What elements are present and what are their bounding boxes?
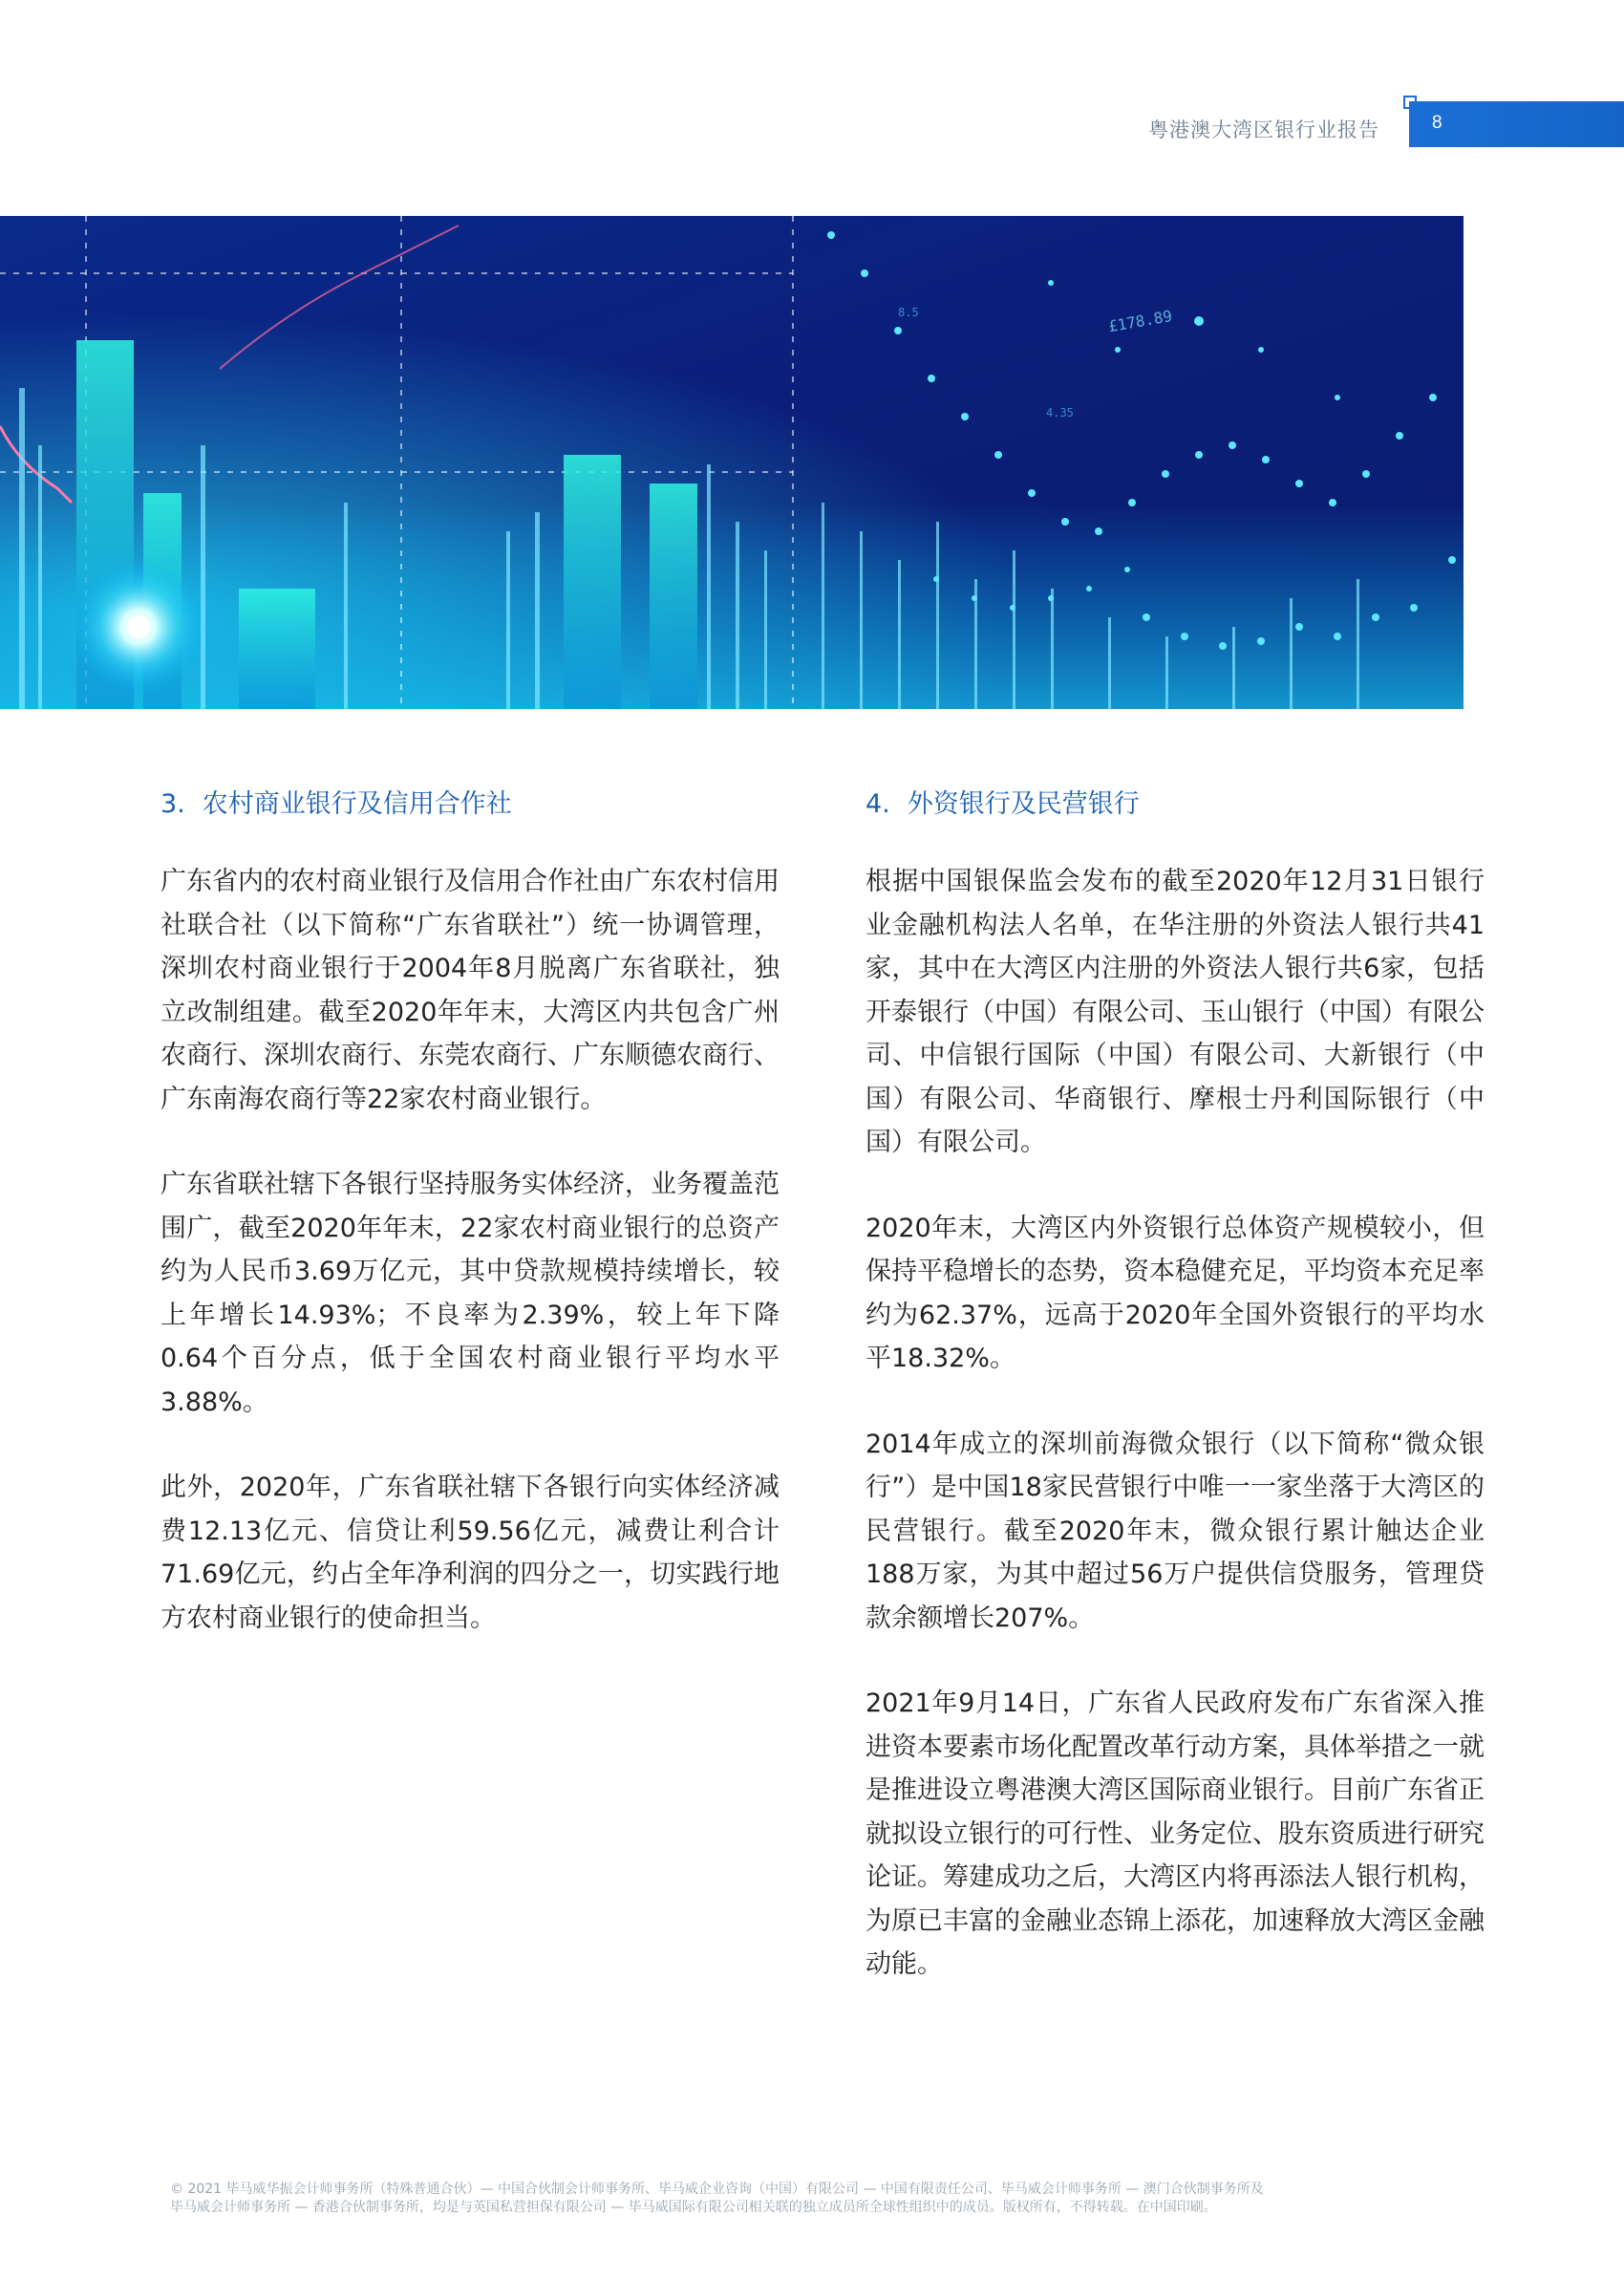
section-4-paragraph-4: 2021年9月14日，广东省人民政府发布广东省深入推进资本要素市场化配置改革行动方案，具体举措之一就是推进设立粤港澳大湾区国际商业银行。目前广东省正就拟设立银行的可行性、业务定位、股东资质进行研究论证。筹建成功之后，大湾区内将再添法人银行机构，为原已丰富的金融业态锦上添花，加速释放大湾区金融动能。	[865, 1688, 1485, 1979]
page-number-tab	[1409, 101, 1624, 147]
right-column	[865, 785, 1485, 2029]
financial-data-chart-image	[0, 216, 1464, 709]
svg-text:4.35: 4.35	[1046, 406, 1074, 419]
header-report-title: 粤港澳大湾区银行业报告	[1148, 118, 1379, 141]
svg-text:8.5: 8.5	[898, 306, 919, 319]
section-3-paragraph-3: 此外，2020年，广东省联社辖下各银行向实体经济减费12.13亿元、信贷让利59.56亿元，减费让利合计71.69亿元，约占全年净利润的四分之一，切实践行地方农村商业银行的使命担当。	[160, 1473, 780, 1633]
section-4-title: 外资银行及民营银行	[907, 789, 1140, 819]
section-4-number: 4.	[865, 789, 890, 819]
section-4-paragraph-1: 根据中国银保监会发布的截至2020年12月31日银行业金融机构法人名单，在华注册的外资法人银行共41家，其中在大湾区内注册的外资法人银行共6家，包括开泰银行（中国）有限公司、玉山银行（中国）有限公司、中信银行国际（中国）有限公司、大新银行（中国）有限公司、华商银行、摩根士丹利国际银行（中国）有限公司。	[865, 867, 1485, 1157]
hero-image	[0, 216, 1464, 709]
section-3-paragraph-2: 广东省联社辖下各银行坚持服务实体经济，业务覆盖范围广，截至2020年年末，22家农村商业银行的总资产约为人民币3.69万亿元，其中贷款规模持续增长，较上年增长14.93%；不良率为2.39%，较上年下降0.64个百分点，低于全国农村商业银行平均水平3.88%。	[160, 1170, 780, 1417]
section-4-heading	[865, 785, 1485, 824]
section-3-heading	[160, 785, 780, 824]
left-column	[160, 785, 780, 1682]
section-4-paragraph-2: 2020年末，大湾区内外资银行总体资产规模较小，但保持平稳增长的态势，资本稳健充足，平均资本充足率约为62.37%，远高于2020年全国外资银行的平均水平18.32%。	[865, 1213, 1485, 1373]
page-number: 8	[1432, 113, 1442, 133]
section-3-paragraph-1: 广东省内的农村商业银行及信用合作社由广东农村信用社联合社（以下简称“广东省联社”）统一协调管理，深圳农村商业银行于2004年8月脱离广东省联社，独立改制组建。截至2020年年末，大湾区内共包含广州农商行、深圳农商行、东莞农商行、广东顺德农商行、广东南海农商行等22家农村商业银行。	[160, 867, 780, 1114]
section-3-number: 3.	[160, 789, 185, 819]
footer-line-2: 毕马威会计师事务所 — 香港合伙制事务所，均是与英国私营担保有限公司 — 毕马威国际有限公司相关联的独立成员所全球性组织中的成员。版权所有，不得转载。在中国印刷。	[170, 2200, 1217, 2215]
section-3-title: 农村商业银行及信用合作社	[202, 789, 512, 819]
hero-price-label: £178.89	[1106, 306, 1174, 336]
footer-copyright	[170, 2181, 1469, 2217]
footer-line-1: © 2021 毕马威华振会计师事务所（特殊普通合伙）— 中国合伙制会计师事务所、毕马威企业咨询（中国）有限公司 — 中国有限责任公司、毕马威会计师事务所 — 澳门合伙制事务所及	[170, 2182, 1264, 2197]
section-4-paragraph-3: 2014年成立的深圳前海微众银行（以下简称“微众银行”）是中国18家民营银行中唯一一家坐落于大湾区的民营银行。截至2020年末，微众银行累计触达企业188万家，为其中超过56万户提供信贷服务，管理贷款余额增长207%。	[865, 1429, 1485, 1633]
